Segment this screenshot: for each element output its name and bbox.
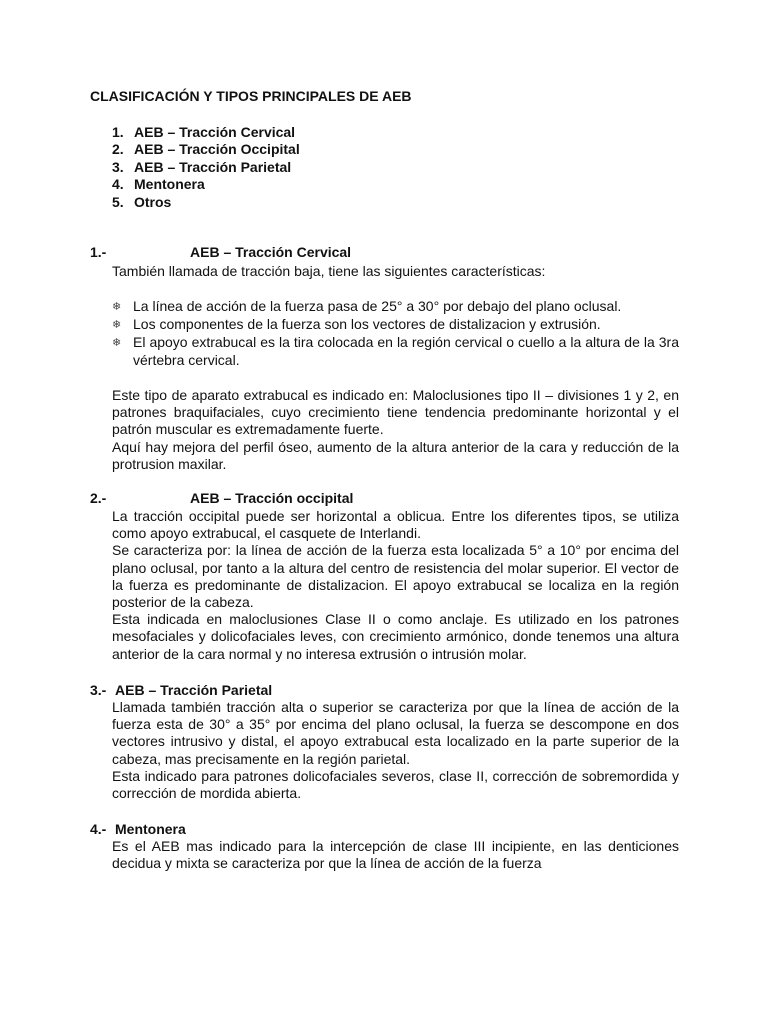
section-4-heading — [90, 821, 186, 837]
section-number: 4.- — [90, 821, 107, 837]
toc-label: AEB – Tracción Parietal — [134, 158, 292, 175]
section-4-body — [112, 838, 679, 872]
section-number: 3.- — [90, 682, 107, 698]
section-1-heading — [90, 244, 351, 260]
bullet-item — [112, 316, 679, 334]
paragraph: Llamada también tracción alta o superior se caracteriza por que la línea de acción de la fuerza esta de 30° a 35° por encima del plano oclusal, la fuerza se descompone en dos vectores intrusivo y distal, el apoyo extrabucal esta localizado en la parte superior de la cabeza, mas precisamente en la región parietal. — [112, 699, 679, 767]
paragraph: Esta indicada en maloclusiones Clase II o como anclaje. Es utilizado en los patrones mesofaciales y dolicofaciales leves, con crecimiento armónico, donde tenemos una altura anterior de la cara normal y no interesa extrusión o intrusión molar. — [112, 611, 679, 662]
section-title: Mentonera — [115, 821, 186, 837]
section-2-heading — [90, 490, 353, 506]
toc-number: 2. — [112, 141, 124, 158]
bullet-item — [112, 298, 679, 316]
snowflake-bullet-icon: ❄ — [112, 337, 122, 350]
section-1-intro — [112, 263, 679, 280]
section-title: AEB – Tracción occipital — [190, 490, 354, 506]
toc-number: 1. — [112, 124, 124, 140]
paragraph: También llamada de tracción baja, tiene las siguientes características: — [112, 263, 546, 279]
section-3-heading — [90, 682, 272, 698]
paragraph: La tracción occipital puede ser horizontal a oblicua. Entre los diferentes tipos, se utiliza como apoyo extrabucal, el casquete de Interlandi. — [112, 508, 679, 542]
document-title: CLASIFICACIÓN Y TIPOS PRINCIPALES DE AEB — [90, 88, 412, 104]
toc-item — [112, 124, 300, 141]
paragraph: Es el AEB mas indicado para la intercepción de clase III incipiente, en las denticiones decidua y mixta se caracteriza por que la línea de acción de la fuerza — [112, 838, 679, 872]
toc-label: AEB – Tracción Occipital — [134, 141, 300, 158]
toc-number: 5. — [112, 193, 124, 210]
toc-item — [112, 176, 300, 193]
section-1-body — [112, 387, 679, 473]
section-2-body — [112, 508, 679, 663]
toc-number: 3. — [112, 158, 124, 175]
section-number: 2.- — [90, 490, 107, 506]
toc-label: Otros — [134, 193, 172, 210]
bullet-text: El apoyo extrabucal es la tira colocada en la región cervical o cuello a la altura de la 3ra vértebra cervical. — [133, 334, 679, 368]
paragraph: Se caracteriza por: la línea de acción de la fuerza esta localizada 5° a 10° por encima del plano oclusal, por tanto a la altura del centro de resistencia del molar superior. El vector de la fuerza es predominante de distalizacion. El apoyo extrabucal se localiza en la región posterior de la cabeza. — [112, 542, 679, 611]
snowflake-bullet-icon: ❄ — [112, 301, 122, 313]
section-1-bullets — [112, 298, 679, 369]
toc-label: Mentonera — [134, 176, 205, 193]
paragraph: Aquí hay mejora del perfil óseo, aumento de la altura anterior de la cara y reducción de la protrusion maxilar. — [112, 438, 679, 472]
section-number: 1.- — [90, 244, 107, 260]
toc-number: 4. — [112, 176, 124, 193]
snowflake-bullet-icon: ❄ — [112, 319, 122, 332]
toc-label: AEB – Tracción Cervical — [134, 124, 296, 140]
section-title: AEB – Tracción Parietal — [115, 682, 273, 698]
toc-item — [112, 141, 300, 158]
bullet-text: Los componentes de la fuerza son los vectores de distalizacion y extrusión. — [133, 316, 601, 333]
toc-item — [112, 159, 300, 176]
bullet-text: La línea de acción de la fuerza pasa de 25° a 30° por debajo del plano oclusal. — [133, 298, 622, 314]
section-title: AEB – Tracción Cervical — [190, 244, 352, 260]
bullet-item — [112, 334, 679, 368]
toc-item — [112, 194, 300, 211]
section-3-body — [112, 699, 679, 802]
table-of-contents — [112, 124, 300, 211]
paragraph: Esta indicado para patrones dolicofaciales severos, clase II, corrección de sobremordida y corrección de mordida abierta. — [112, 767, 679, 802]
paragraph: Este tipo de aparato extrabucal es indicado en: Maloclusiones tipo II – divisiones 1 y 2, en patrones braquifaciales, cuyo crecimiento tiene tendencia predominante horizontal y el patrón muscular es extremadamente fuerte. — [112, 387, 679, 438]
